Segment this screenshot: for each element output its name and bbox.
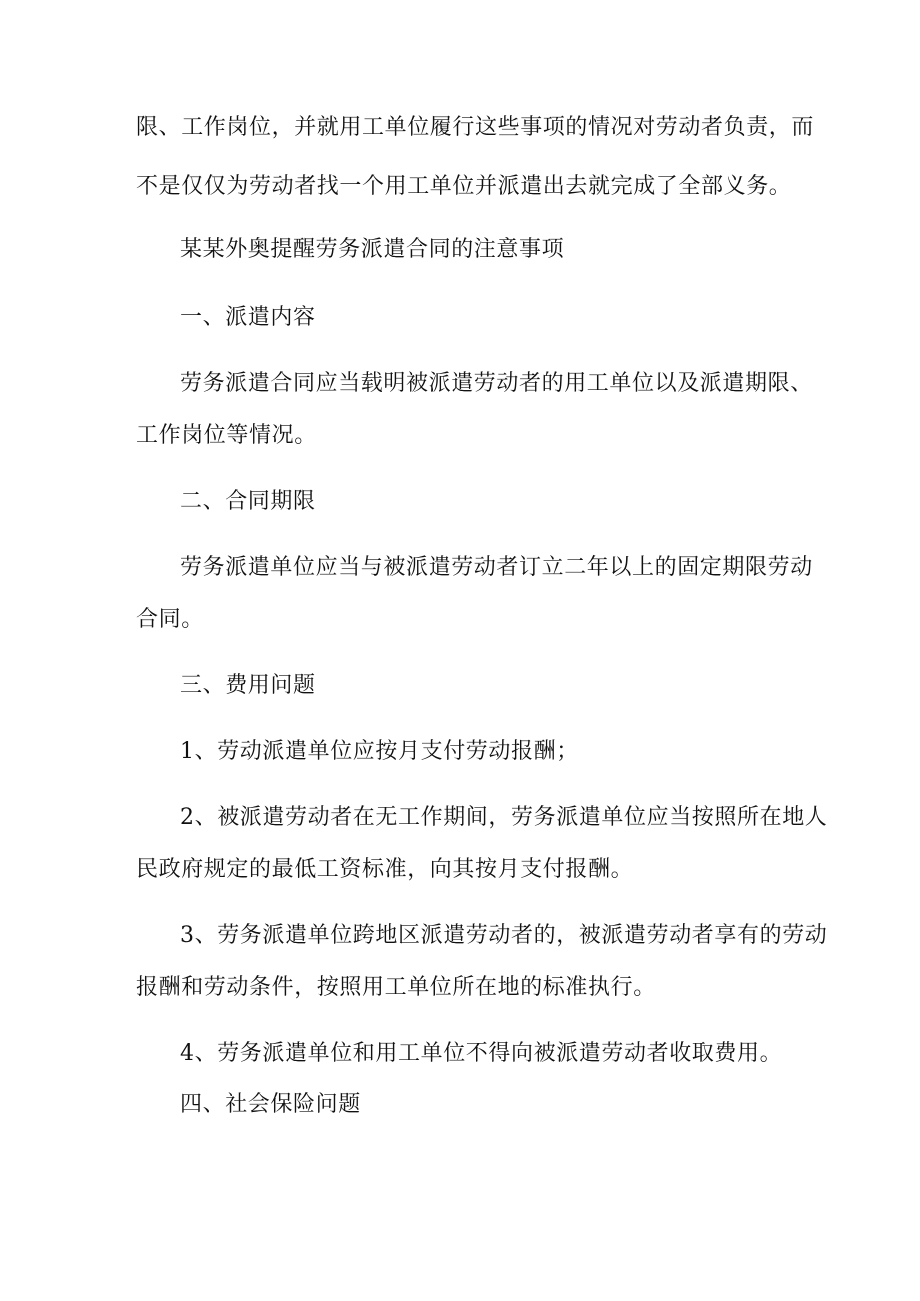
section-heading: 某某外奥提醒劳务派遣合同的注意事项 [180, 237, 565, 262]
section-heading: 三、费用问题 [180, 673, 316, 698]
section-heading: 四、社会保险问题 [180, 1092, 361, 1117]
body-text-line: 限、工作岗位，并就用工单位履行这些事项的情况对劳动者负责，而 [136, 115, 815, 140]
body-text-line: 合同。 [136, 607, 204, 632]
list-item: 3、劳务派遣单位跨地区派遣劳动者的，被派遣劳动者享有的劳动 [180, 923, 828, 948]
body-text-line: 劳务派遣单位应当与被派遣劳动者订立二年以上的固定期限劳动 [180, 555, 813, 580]
list-item: 4、劳务派遣单位和用工单位不得向被派遣劳动者收取费用。 [180, 1041, 783, 1066]
body-text-line: 不是仅仅为劳动者找一个用工单位并派遣出去就完成了全部义务。 [136, 174, 792, 199]
list-item-continuation: 报酬和劳动条件，按照用工单位所在地的标准执行。 [136, 975, 656, 1000]
body-text-line: 工作岗位等情况。 [136, 423, 317, 448]
list-item-continuation: 民政府规定的最低工资标准，向其按月支付报酬。 [136, 857, 634, 882]
list-item: 1、劳动派遣单位应按月支付劳动报酬； [180, 739, 579, 764]
section-heading: 一、派遣内容 [180, 305, 316, 330]
section-heading: 二、合同期限 [180, 489, 316, 514]
body-text-line: 劳务派遣合同应当载明被派遣劳动者的用工单位以及派遣期限、 [180, 371, 813, 396]
list-item: 2、被派遣劳动者在无工作期间，劳务派遣单位应当按照所在地人 [180, 805, 828, 830]
